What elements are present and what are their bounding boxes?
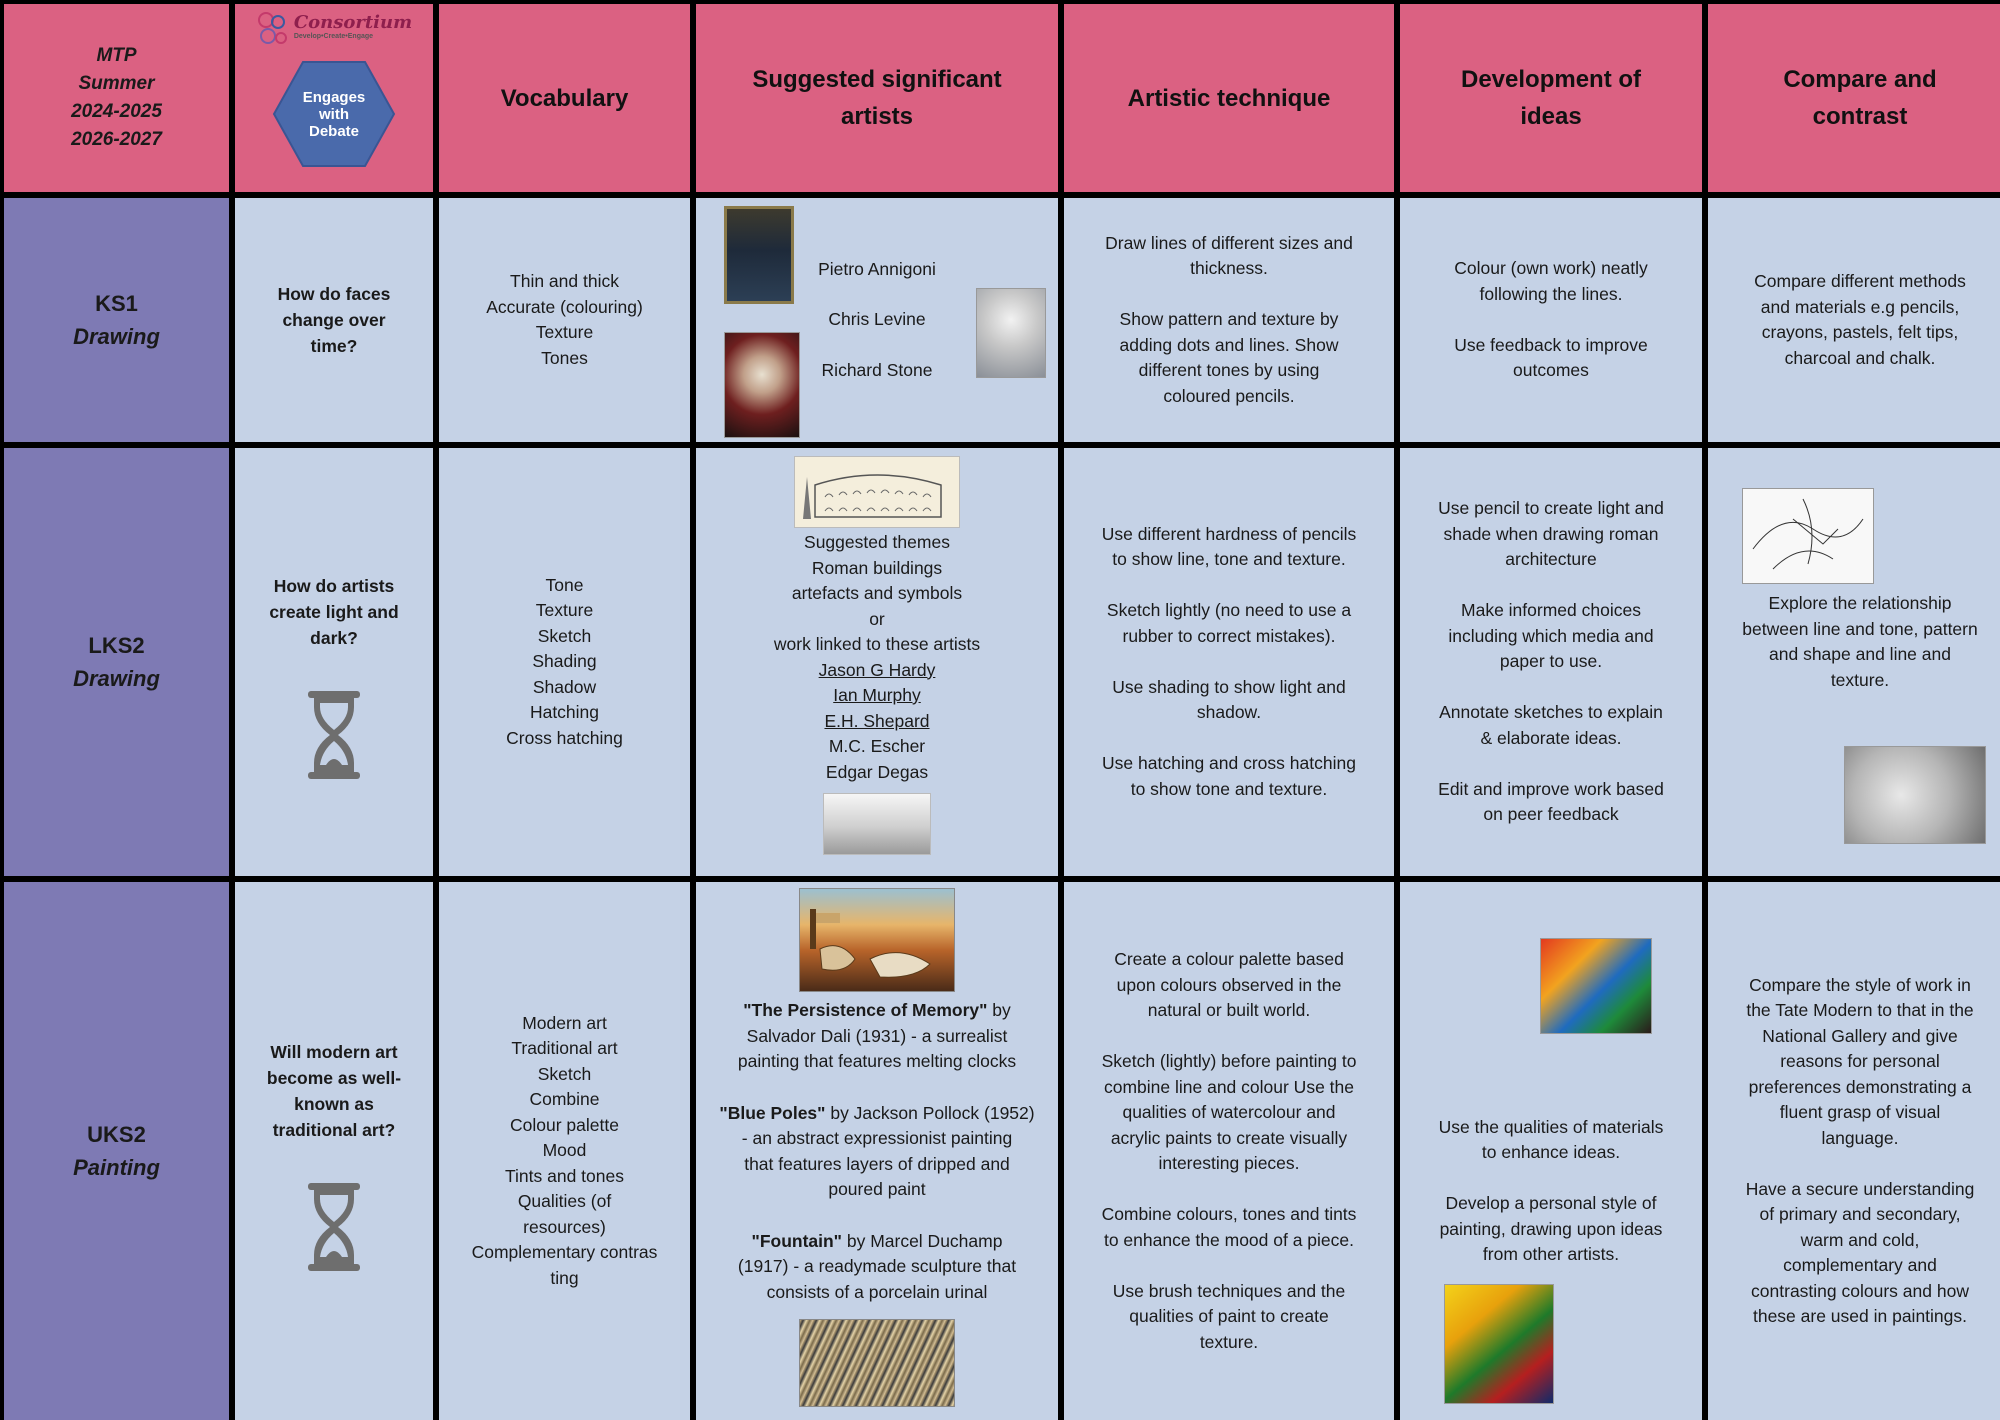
compare-lks2: Explore the relationship between line and tone, pattern and shape and line and texture. xyxy=(1742,593,1978,690)
artist-name: Chris Levine xyxy=(828,309,926,330)
rhino-sketch-image xyxy=(1844,746,1986,844)
corner-line: Summer xyxy=(78,73,155,94)
hexagon-badge-icon xyxy=(272,60,396,168)
artists-intro: Suggested themes Roman buildings artefacts and symbols or work linked to these artists xyxy=(773,532,981,654)
stage-label: KS1 xyxy=(95,291,138,316)
header-compare: Compare and contrast xyxy=(1708,4,2000,192)
stage-lks2 xyxy=(4,448,229,876)
technique-lks2: Use different hardness of pencils to show line, tone and texture. Sketch lightly (no need to use a rubber to correct mistakes). Use shading to show light and shadow. Use hatching and cross hatching to show tone and texture. xyxy=(1064,448,1394,876)
colosseum-sketch-image xyxy=(794,456,960,528)
development-uks2: Use the qualities of materials to enhance ideas. Develop a personal style of painting, drawing upon ideas from other artists. xyxy=(1438,1116,1664,1264)
question-ks1: How do faces change over time? xyxy=(235,198,433,442)
artists-uks2 xyxy=(696,882,1058,1420)
artwork-description: by Salvador Dali (1931) - a surrealist painting that features melting clocks xyxy=(737,1000,1017,1071)
question-lks2: How do artists create light and dark? xyxy=(269,576,399,648)
artwork-title: "The Persistence of Memory" xyxy=(743,1000,988,1020)
compare-ks1: Compare different methods and materials e.g pencils, crayons, pastels, felt tips, charcoal and chalk. xyxy=(1708,198,2000,442)
stage-label: LKS2 xyxy=(88,633,145,658)
artwork-title: "Blue Poles" xyxy=(719,1102,826,1123)
artist-link[interactable]: Jason G Hardy xyxy=(818,659,936,680)
artist-name: Pietro Annigoni xyxy=(818,258,936,279)
stage-subject: Drawing xyxy=(73,666,160,691)
artist-link[interactable]: E.H. Shepard xyxy=(824,710,930,731)
question-uks2: Will modern art become as well- known as traditional art? xyxy=(266,1042,402,1140)
header-logo-cell xyxy=(235,4,433,192)
landscape-sketch-image xyxy=(823,793,931,855)
corner-line: 2024-2025 xyxy=(71,101,162,122)
stage-uks2 xyxy=(4,882,229,1420)
development-ks1: Colour (own work) neatly following the lines. Use feedback to improve outcomes xyxy=(1400,198,1702,442)
artist-name: Richard Stone xyxy=(821,359,933,380)
logo-icon xyxy=(256,10,290,50)
persistence-of-memory-image xyxy=(799,888,955,992)
header-technique: Artistic technique xyxy=(1064,4,1394,192)
blue-poles-image xyxy=(799,1319,955,1407)
compare-uks2: Compare the style of work in the Tate Modern to that in the National Gallery and give reasons for personal preferences demonstrating a fluent grasp of visual language. Have a secure understanding of primary and secondary, warm and cold, complementary and contrasting colours and how these are used in paintings. xyxy=(1708,882,2000,1420)
question-uks2-cell xyxy=(235,882,433,1420)
artist-name: M.C. Escher xyxy=(828,736,926,756)
logo-name: Consortium xyxy=(293,12,413,33)
artist-link[interactable]: Ian Murphy xyxy=(833,685,921,705)
technique-uks2: Create a colour palette based upon colours observed in the natural or built world. Sketch (lightly) before painting to combine line and colour Use the qualities of watercolour and acrylic paints to create visually interesting pieces. Combine colours, tones and tints to enhance the mood of a piece. Use brush techniques and the qualities of paint to create texture. xyxy=(1064,882,1394,1420)
portrait-painting-image xyxy=(724,206,794,304)
artwork-title: "Fountain" xyxy=(751,1230,842,1251)
artwork-description: by Marcel Duchamp (1917) - a readymade sculpture that consists of a porcelain urinal xyxy=(737,1230,1017,1302)
stage-subject: Painting xyxy=(73,1155,160,1180)
logo xyxy=(256,10,412,50)
development-lks2: Use pencil to create light and shade when drawing roman architecture Make informed choices including which media and paper to use. Annotate sketches to explain & elaborate ideas. Edit and improve work based on peer feedback xyxy=(1400,448,1702,876)
header-development: Development of ideas xyxy=(1400,4,1702,192)
corner-line: MTP xyxy=(96,45,137,66)
hourglass-icon xyxy=(306,689,362,781)
artwork-entry xyxy=(738,998,1016,1075)
development-uks2-cell xyxy=(1400,882,1702,1420)
corner-line: 2026-2027 xyxy=(71,129,162,150)
stage-ks1 xyxy=(4,198,229,442)
stage-label: UKS2 xyxy=(87,1122,146,1147)
artists-lks2 xyxy=(696,448,1058,876)
bird-line-drawing-image xyxy=(1742,488,1874,584)
stage-subject: Drawing xyxy=(73,324,160,349)
vocabulary-ks1: Thin and thick Accurate (colouring) Texture Tones xyxy=(439,198,690,442)
abstract-painting-image xyxy=(1540,938,1652,1034)
artist-name: Edgar Degas xyxy=(825,761,929,782)
question-lks2-cell xyxy=(235,448,433,876)
technique-ks1: Draw lines of different sizes and thickness. Show pattern and texture by adding dots and lines. Show different tones by using coloured pencils. xyxy=(1064,198,1394,442)
logo-tagline: Develop•Create•Engage xyxy=(293,33,374,40)
artists-ks1 xyxy=(696,198,1058,442)
artwork-entry xyxy=(738,1229,1016,1306)
header-corner xyxy=(4,4,229,192)
compare-lks2-cell xyxy=(1708,448,2000,876)
queen-red-robe-image xyxy=(724,332,800,438)
vocabulary-uks2: Modern art Traditional art Sketch Combine Colour palette Mood Tints and tones Qualities (of resources) Complementary contras ting xyxy=(439,882,690,1420)
queen-hologram-image xyxy=(976,288,1046,378)
hourglass-icon xyxy=(306,1181,362,1273)
artwork-description: by Jackson Pollock (1952) - an abstract expressionist painting that features layers of dripped and poured paint xyxy=(741,1102,1035,1199)
artwork-entry xyxy=(719,1101,1034,1203)
tiger-painting-image xyxy=(1444,1284,1554,1404)
header-artists: Suggested significant artists xyxy=(696,4,1058,192)
badge-text: Engages with Debate xyxy=(302,88,366,140)
vocabulary-lks2: Tone Texture Sketch Shading Shadow Hatching Cross hatching xyxy=(439,448,690,876)
header-vocabulary: Vocabulary xyxy=(439,4,690,192)
